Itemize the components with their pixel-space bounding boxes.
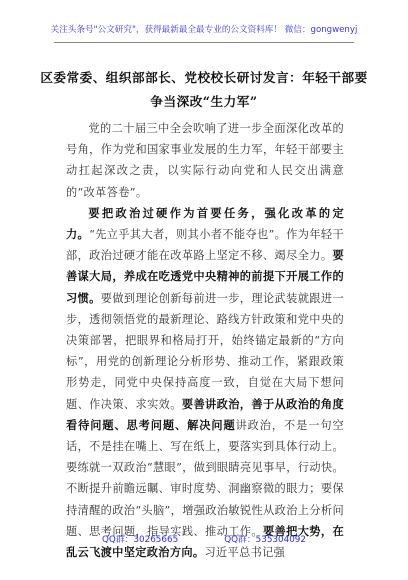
bold-heading-overall: 要善谋大局，养成在吃透党中央精神的前提下开展工作的习惯。 <box>66 248 344 305</box>
document-title <box>40 66 368 114</box>
paragraph-political <box>66 203 344 563</box>
bold-heading-politics: 要善讲政治，善于从政治的角度看待问题、思考问题、解决问题 <box>66 396 344 432</box>
footer-contacts <box>0 534 408 546</box>
title-line-1: 区委常委、组织部部长、党校校长研讨发言：年轻干部要 <box>40 70 368 85</box>
paragraph-intro: 党的二十届三中全会吹响了进一步全面深化改革的号角，作为党和国家事业发展的生力军，年轻干部要主动扛起深改之责，以实际行动向党和人民交出满意的“改革答卷”。 <box>66 122 344 199</box>
title-line-2: 争当深改“生力军” <box>150 94 258 109</box>
bold-heading-political: 要把政治过硬作为首要任务，强化改革的定力。 <box>66 205 344 242</box>
paragraph-text: 习近平总书记强 <box>204 546 286 560</box>
header-banner: 关注头条号"公文研究"，获得最新最全最专业的公文资料库！ 微信：gongwenyj <box>50 25 358 35</box>
paragraph-text: 要做到理论创新每前进一步，理论武装就跟进一步，透彻领悟党的最新理论、路线方针政策和党中央的决策部署，把眼界和格局打开，始终锚定最新的“方向标”，用党的创新理论分析形势、推动工作，紧跟政策形势走，同党中央保持高度一致，自觉在大局下想问题、作决策、求实效。 <box>66 291 344 411</box>
paragraph-text: 讲政治，不是一句空话，不是挂在嘴上、写在纸上，要落实到具体行动上。要练就一双政治“慧眼”，做到眼睛亮见事早，行动快。不断提升前瞻远瞩、审时度势、洞幽察微的眼力；要保持清醒的政治“头脑”，增强政治敏锐性从政治上分析问题、思考问题，指导实践、推动工作。 <box>66 418 344 538</box>
footer-qq-group-1: QQ群：30265665 <box>101 535 179 545</box>
paragraph-text: “先立乎其大者，则其小者不能夺也”。作为年轻干部，政治过硬才能在改革路上坚定不移、竭尽全力。 <box>66 228 344 263</box>
header-divider <box>54 42 354 43</box>
document-body <box>66 118 344 563</box>
footer-qq-group-2: QQ群：535304092 <box>224 535 307 545</box>
bold-heading-trend: 要善把大势，在乱云飞渡中坚定政治方向。 <box>66 523 345 560</box>
